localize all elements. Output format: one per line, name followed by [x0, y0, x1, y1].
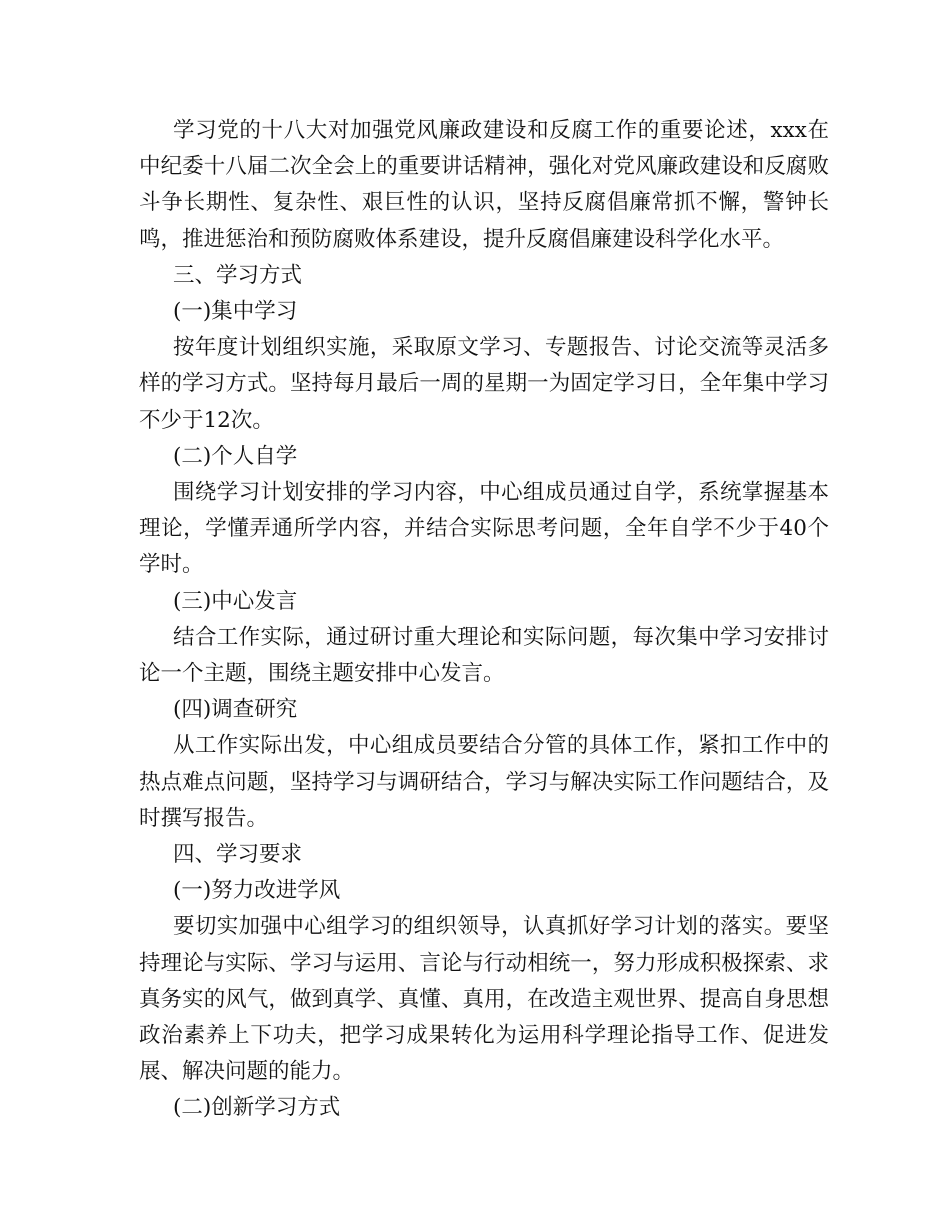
paragraph: 要切实加强中心组学习的组织领导，认真抓好学习计划的落实。要坚持理论与实际、学习与运用、言论与行动相统一，努力形成积极探索、求真务实的风气，做到真学、真懂、真用，在改造主观世界、提高自身思想政治素养上下功夫，把学习成果转化为运用科学理论指导工作、促进发展、解决问题的能力。 — [139, 914, 829, 1085]
subsection-heading: (二)创新学习方式 — [173, 1095, 341, 1121]
paragraph: 学习党的十八大对加强党风廉政建设和反腐工作的重要论述，xxx在中纪委十八届二次全会上的重要讲话精神，强化对党风廉政建设和反腐败斗争长期性、复杂性、艰巨性的认识，坚持反腐倡廉常抓不懈，警钟长鸣，推进惩治和预防腐败体系建设，提升反腐倡廉建设科学化水平。 — [139, 118, 829, 252]
subsection-heading: (一)努力改进学风 — [173, 878, 341, 904]
subsection-heading: (三)中心发言 — [173, 588, 298, 614]
paragraph: 结合工作实际，通过研讨重大理论和实际问题，每次集中学习安排讨论一个主题，围绕主题安排中心发言。 — [139, 624, 829, 687]
section-heading: 三、学习方式 — [173, 262, 303, 288]
subsection-heading: (二)个人自学 — [173, 443, 298, 469]
document-body — [139, 113, 829, 1127]
subsection-heading: (四)调查研究 — [173, 697, 298, 723]
section-heading: 四、学习要求 — [173, 842, 303, 868]
paragraph: 围绕学习计划安排的学习内容，中心组成员通过自学，系统掌握基本理论，学懂弄通所学内容，并结合实际思考问题，全年自学不少于40个学时。 — [139, 480, 829, 578]
paragraph: 按年度计划组织实施，采取原文学习、专题报告、讨论交流等灵活多样的学习方式。坚持每月最后一周的星期一为固定学习日，全年集中学习不少于12次。 — [139, 335, 829, 433]
paragraph: 从工作实际出发，中心组成员要结合分管的具体工作，紧扣工作中的热点难点问题，坚持学习与调研结合，学习与解决实际工作问题结合，及时撰写报告。 — [139, 733, 829, 831]
subsection-heading: (一)集中学习 — [173, 299, 298, 325]
